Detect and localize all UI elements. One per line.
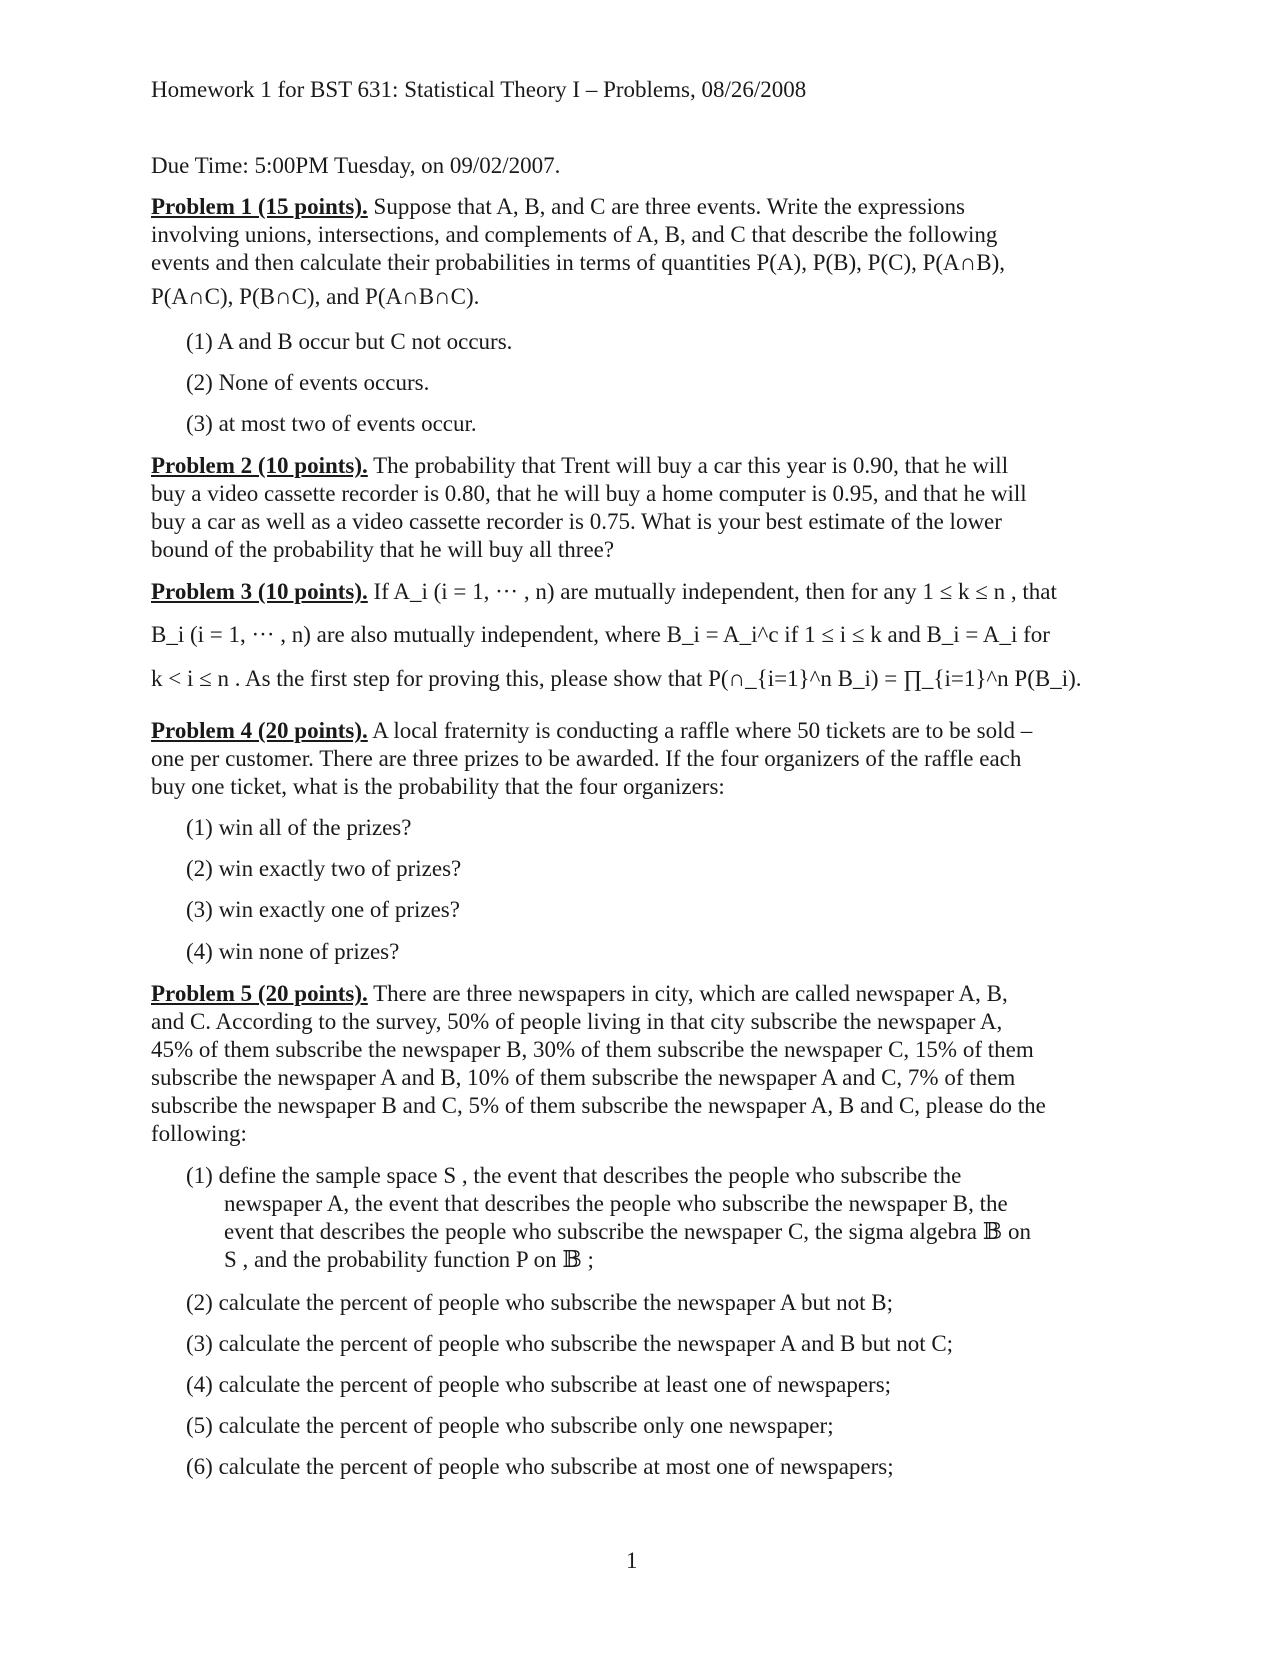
p5-item-1a: (1) define the sample space S , the event that describes the people who subscribe the [186, 1163, 962, 1188]
p1-item-2: (2) None of events occurs. [186, 370, 430, 395]
p1-title: Problem 1 (15 points). [151, 194, 368, 219]
p3-line-1: Problem 3 (10 points). If A_i (i = 1, ··· , n) are mutually independent, then for any 1 ≤ k ≤ n , that [151, 579, 1057, 604]
p4-line-3: buy one ticket, what is the probability that the four organizers: [151, 774, 725, 799]
p1-line-2: involving unions, intersections, and complements of A, B, and C that describe the following [151, 222, 998, 247]
p2-line-1: Problem 2 (10 points). The probability that Trent will buy a car this year is 0.90, that he will [151, 453, 1009, 478]
p4-item-2: (2) win exactly two of prizes? [186, 856, 462, 881]
p5-line-2: and C. According to the survey, 50% of people living in that city subscribe the newspaper A, [151, 1009, 1003, 1034]
p5-item-1c: event that describes the people who subscribe the newspaper C, the sigma algebra 𝔹 on [224, 1219, 1031, 1244]
p5-line-1: Problem 5 (20 points). There are three newspapers in city, which are called newspaper A, B, [151, 981, 1008, 1006]
p1-line-3: events and then calculate their probabilities in terms of quantities P(A), P(B), P(C), P(A∩B), [151, 250, 1006, 275]
p2-line-4: bound of the probability that he will buy all three? [151, 537, 615, 562]
p4-title: Problem 4 (20 points). [151, 718, 368, 743]
due-time: Due Time: 5:00PM Tuesday, on 09/02/2007. [151, 153, 561, 178]
p3-line-2: B_i (i = 1, ··· , n) are also mutually independent, where B_i = A_i^c if 1 ≤ i ≤ k and B_i = A_i for [151, 622, 1050, 647]
p4-line-1: Problem 4 (20 points). A local fraternity is conducting a raffle where 50 tickets are to be sold – [151, 718, 1033, 743]
p2-title: Problem 2 (10 points). [151, 453, 368, 478]
p1-item-1: (1) A and B occur but C not occurs. [186, 329, 513, 354]
p4-item-3: (3) win exactly one of prizes? [186, 897, 460, 922]
p5-line-6: following: [151, 1121, 247, 1146]
p3-line-3: k < i ≤ n . As the first step for proving this, please show that P(∩_{i=1}^n B_i) = ∏_{i=1}^n P(B_i). [151, 666, 1082, 691]
header: Homework 1 for BST 631: Statistical Theory I – Problems, 08/26/2008 [151, 77, 807, 102]
page-number: 1 [626, 1548, 638, 1573]
p5-line-5: subscribe the newspaper B and C, 5% of them subscribe the newspaper A, B and C, please do the [151, 1093, 1046, 1118]
p5-item-6: (6) calculate the percent of people who subscribe at most one of newspapers; [186, 1454, 894, 1479]
p1-item-3: (3) at most two of events occur. [186, 411, 477, 436]
p2-line-2: buy a video cassette recorder is 0.80, that he will buy a home computer is 0.95, and that he will [151, 481, 1027, 506]
p2-line-3: buy a car as well as a video cassette recorder is 0.75. What is your best estimate of the lower [151, 509, 1002, 534]
p5-item-1d: S , and the probability function P on 𝔹 ; [224, 1247, 594, 1272]
p4-item-4: (4) win none of prizes? [186, 939, 400, 964]
p5-item-1b: newspaper A, the event that describes the people who subscribe the newspaper B, the [224, 1191, 1008, 1216]
p1-line-1: Problem 1 (15 points). Suppose that A, B, and C are three events. Write the expressions [151, 194, 965, 219]
p3-title: Problem 3 (10 points). [151, 579, 368, 604]
p4-item-1: (1) win all of the prizes? [186, 815, 412, 840]
p5-item-2: (2) calculate the percent of people who subscribe the newspaper A but not B; [186, 1290, 894, 1315]
p1-line-4: P(A∩C), P(B∩C), and P(A∩B∩C). [151, 284, 480, 309]
p4-line-2: one per customer. There are three prizes to be awarded. If the four organizers of the raffle each [151, 746, 1022, 771]
p5-line-3: 45% of them subscribe the newspaper B, 30% of them subscribe the newspaper C, 15% of them [151, 1037, 1034, 1062]
p5-item-3: (3) calculate the percent of people who subscribe the newspaper A and B but not C; [186, 1331, 954, 1356]
p5-item-4: (4) calculate the percent of people who subscribe at least one of newspapers; [186, 1372, 892, 1397]
p5-item-5: (5) calculate the percent of people who subscribe only one newspaper; [186, 1413, 834, 1438]
p5-title: Problem 5 (20 points). [151, 981, 368, 1006]
p5-line-4: subscribe the newspaper A and B, 10% of them subscribe the newspaper A and C, 7% of them [151, 1065, 1016, 1090]
